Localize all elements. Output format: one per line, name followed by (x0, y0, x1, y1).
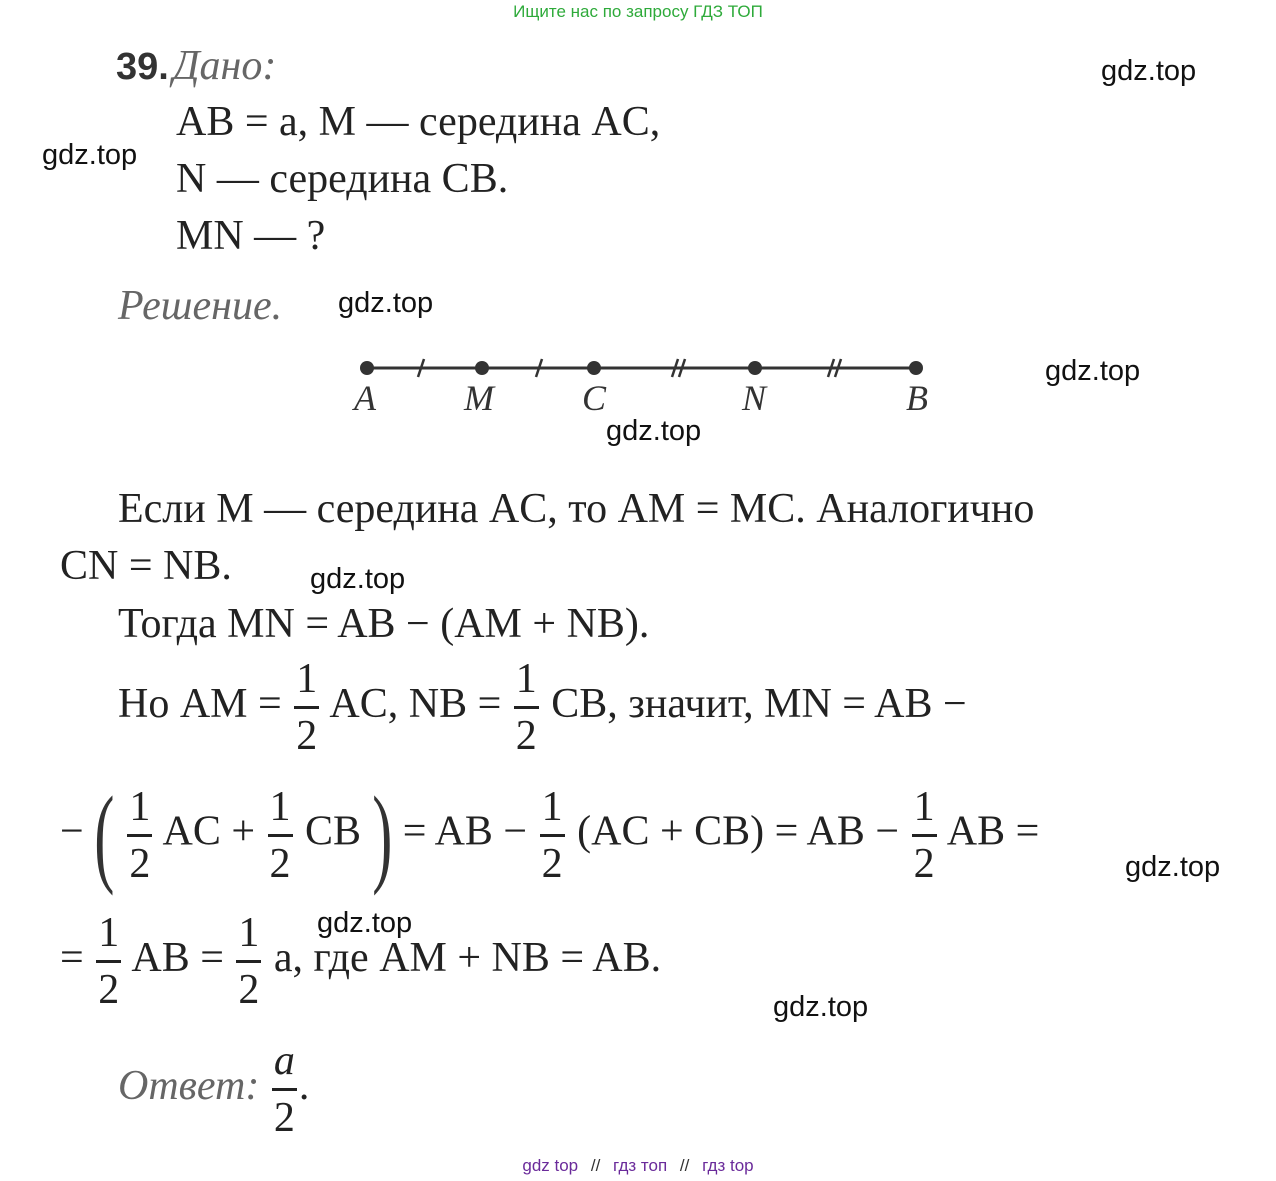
point-b (909, 361, 923, 375)
right-paren: ) (371, 774, 392, 896)
segment-diagram (340, 350, 960, 425)
solution-line-1: Если M — середина AC, то AM = MC. Аналогично (118, 486, 1035, 532)
fraction-half-2: $\frac{1}{2}$ (515, 656, 537, 759)
given-line-2: N — середина CB. (176, 156, 509, 202)
answer-line (118, 1040, 309, 1139)
watermark: gdz.top (42, 139, 138, 171)
point-m (475, 361, 489, 375)
top-banner: Ищите нас по запросу ГДЗ ТОП (513, 2, 763, 21)
problem-header (116, 42, 276, 90)
answer-period: . (298, 1063, 310, 1110)
line5-minus: − (60, 808, 84, 855)
watermark: gdz.top (1045, 355, 1141, 387)
line6-eq: = (60, 935, 84, 982)
watermark: gdz.top (1125, 851, 1221, 883)
problem-number: 39. (116, 46, 169, 88)
watermark: gdz.top (606, 415, 702, 447)
fraction-half-5: $\frac{1}{2}$ (541, 783, 563, 887)
point-n (748, 361, 762, 375)
line5-text-2: CB (305, 808, 362, 855)
line5-text-5: AB = (946, 808, 1040, 855)
left-paren: ( (94, 774, 115, 896)
line5-text-1: AC + (162, 808, 256, 855)
given-line-3: MN — ? (176, 213, 326, 259)
footer-item: гдз топ (613, 1156, 668, 1175)
fraction-half-6: $\frac{1}{2}$ (913, 783, 935, 887)
line5-text-4: (AC + CB) = AB − (577, 808, 900, 855)
line4-text-2: AC, NB = (329, 681, 502, 728)
answer-fraction: $\frac{a}{2}$ (273, 1038, 295, 1141)
footer (0, 1156, 1276, 1176)
line6-text-2: a, где AM + NB = AB. (273, 935, 662, 982)
fraction-half-3: $\frac{1}{2}$ (129, 783, 151, 887)
label-b: B (906, 378, 928, 418)
label-a: A (354, 378, 376, 418)
footer-separator: // (590, 1156, 601, 1175)
solution-line-3: Тогда MN = AB − (AM + NB). (118, 601, 650, 647)
solution-label: Решение. (118, 283, 283, 329)
point-c (587, 361, 601, 375)
footer-item: gdz top (522, 1156, 579, 1175)
watermark: gdz.top (1101, 55, 1197, 87)
watermark: gdz.top (310, 563, 406, 595)
line4-text-1: Но AM = (118, 681, 282, 728)
watermark: gdz.top (773, 991, 869, 1023)
watermark: gdz.top (317, 907, 413, 939)
fraction-half-8: $\frac{1}{2}$ (238, 910, 260, 1013)
label-m: M (464, 378, 494, 418)
solution-line-5 (60, 774, 1040, 896)
line4-text-3: CB, значит, MN = AB − (551, 681, 967, 728)
fraction-half-4: $\frac{1}{2}$ (269, 783, 291, 887)
given-line-1: AB = a, M — середина AC, (176, 99, 661, 145)
given-label: Дано: (172, 43, 277, 89)
label-n: N (742, 378, 767, 418)
watermark: gdz.top (338, 287, 434, 319)
footer-separator: // (679, 1156, 690, 1175)
solution-line-4 (118, 658, 967, 757)
fraction-half-1: $\frac{1}{2}$ (296, 656, 318, 759)
label-c: C (582, 378, 607, 418)
line6-text-1: AB = (131, 935, 224, 982)
point-a (360, 361, 374, 375)
line5-text-3: = AB − (402, 808, 528, 855)
footer-item: гдз top (702, 1156, 754, 1175)
fraction-half-7: $\frac{1}{2}$ (98, 910, 120, 1013)
solution-line-2: CN = NB. (60, 543, 232, 589)
answer-label: Ответ: (118, 1063, 260, 1110)
